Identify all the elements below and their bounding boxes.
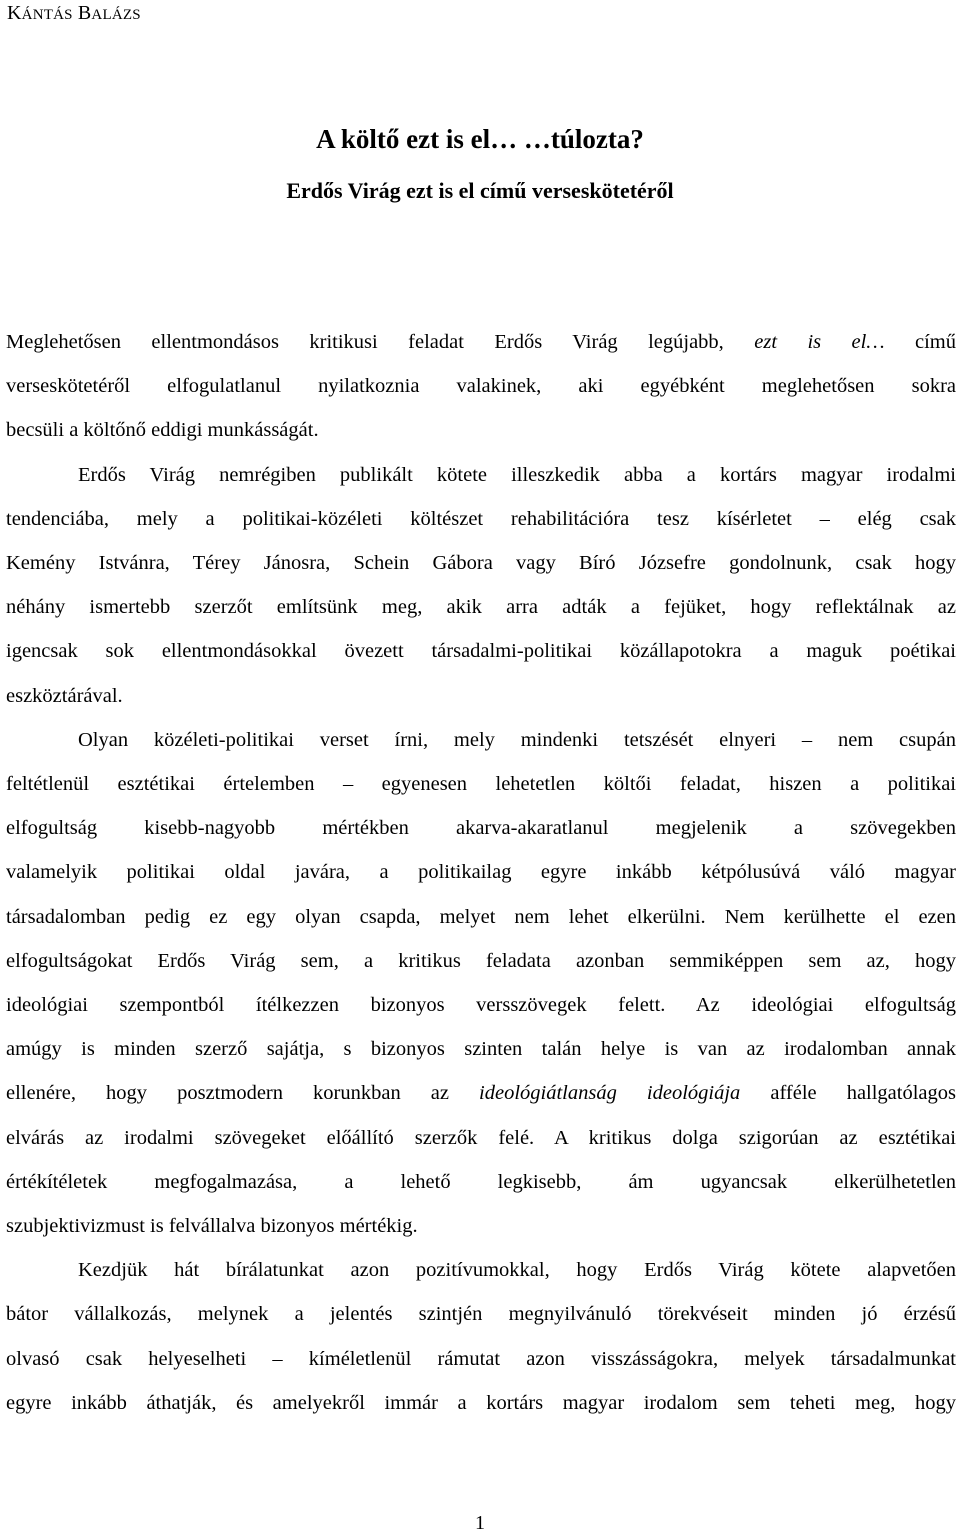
text-line: igencsak sok ellentmondásokkal övezett társadalmi-politikai közállapotokra a maguk poétikai xyxy=(6,640,956,663)
text-line: szubjektivizmust is felvállalva bizonyos mértékig. xyxy=(6,1215,418,1238)
text-line: eszköztárával. xyxy=(6,684,123,707)
text-line: Kemény Istvánra, Térey Jánosra, Schein Gábora vagy Bíró Józsefre gondolnunk, csak hogy xyxy=(6,552,956,575)
ideology-emphasis: ideológiátlanság ideológiája xyxy=(479,1082,741,1105)
text-line: egyre inkább áthatják, és amelyekről immár a kortárs magyar irodalom sem teheti meg, hogy xyxy=(6,1391,956,1414)
text-line: elvárás az irodalmi szövegeket előállító szerzők felé. A kritikus dolga szigorúan az esztétikai xyxy=(6,1126,956,1149)
book-title-emphasis: ezt is el… xyxy=(754,331,885,353)
text-line: feltétlenül esztétikai értelemben – egyenesen lehetetlen költői feladat, hiszen a politikai xyxy=(6,773,956,796)
text-line: valamelyik politikai oldal javára, a politikailag egyre inkább kétpólusúvá váló magyar xyxy=(6,861,956,884)
text-line: tendenciába, mely a politikai-közéleti költészet rehabilitációra tesz kísérletet – elég csak xyxy=(6,507,956,530)
text-line: társadalomban pedig ez egy olyan csapda, melyet nem lehet elkerülni. Nem kerülhette el ezen xyxy=(6,905,956,928)
text-line: ideológiai szempontból ítélkezzen bizonyos versszövegek felett. Az ideológiai elfogultság xyxy=(6,994,956,1017)
page-number: 1 xyxy=(475,1512,485,1534)
text-line: becsüli a költőnő eddigi munkásságát. xyxy=(6,419,319,442)
text-line: olvasó csak helyeselheti – kíméletlenül rámutat azon visszásságokra, melyek társadalmunkat xyxy=(6,1347,956,1370)
article-body xyxy=(6,320,956,1425)
paragraph-3 xyxy=(6,718,956,1248)
article-subtitle: Erdős Virág ezt is el című verseskötetéről xyxy=(286,178,674,203)
paragraph-2 xyxy=(6,453,956,718)
text-line: értékítéletek megfogalmazása, a lehető legkisebb, ám ugyancsak elkerülhetetlen xyxy=(6,1170,956,1193)
paragraph-1 xyxy=(6,320,956,453)
text-line: amúgy is minden szerző sajátja, s bizonyos szinten talán helye is van az irodalomban annak xyxy=(6,1038,956,1061)
text-line: Kezdjük hát bírálatunkat azon pozitívumokkal, hogy Erdős Virág kötete alapvetően xyxy=(78,1259,956,1282)
author-name: KÁNTÁS BALÁZS xyxy=(7,2,141,24)
text-line: elfogultságokat Erdős Virág sem, a kritikus feladata azonban semmiképpen sem az, hogy xyxy=(6,949,956,972)
text-line: Meglehetősen ellentmondásos kritikusi feladat Erdős Virág legújabb, ezt is el… című xyxy=(6,331,957,353)
text-line: elfogultság kisebb-nagyobb mértékben akarva-akaratlanul megjelenik a szövegekben xyxy=(6,817,956,840)
text-line: Erdős Virág nemrégiben publikált kötete illeszkedik abba a kortárs magyar irodalmi xyxy=(78,463,956,486)
paragraph-4 xyxy=(6,1248,956,1425)
text-line: Olyan közéleti-politikai verset írni, mely mindenki tetszését elnyeri – nem csupán xyxy=(78,728,956,751)
text-line: verseskötetéről elfogulatlanul nyilatkoznia valakinek, aki egyébként meglehetősen sokra xyxy=(6,375,956,398)
text-line: ellenére, hogy posztmodern korunkban az ideológiátlanság ideológiája afféle hallgatólagos xyxy=(6,1082,956,1105)
text-line: néhány ismertebb szerzőt említsünk meg, akik arra adták a fejüket, hogy reflektálnak az xyxy=(6,596,956,619)
text-line: bátor vállalkozás, melynek a jelentés szintjén megnyilvánuló törekvéseit minden jó érzésű xyxy=(6,1303,956,1326)
article-title: A költő ezt is el… …túlozta? xyxy=(316,124,644,154)
